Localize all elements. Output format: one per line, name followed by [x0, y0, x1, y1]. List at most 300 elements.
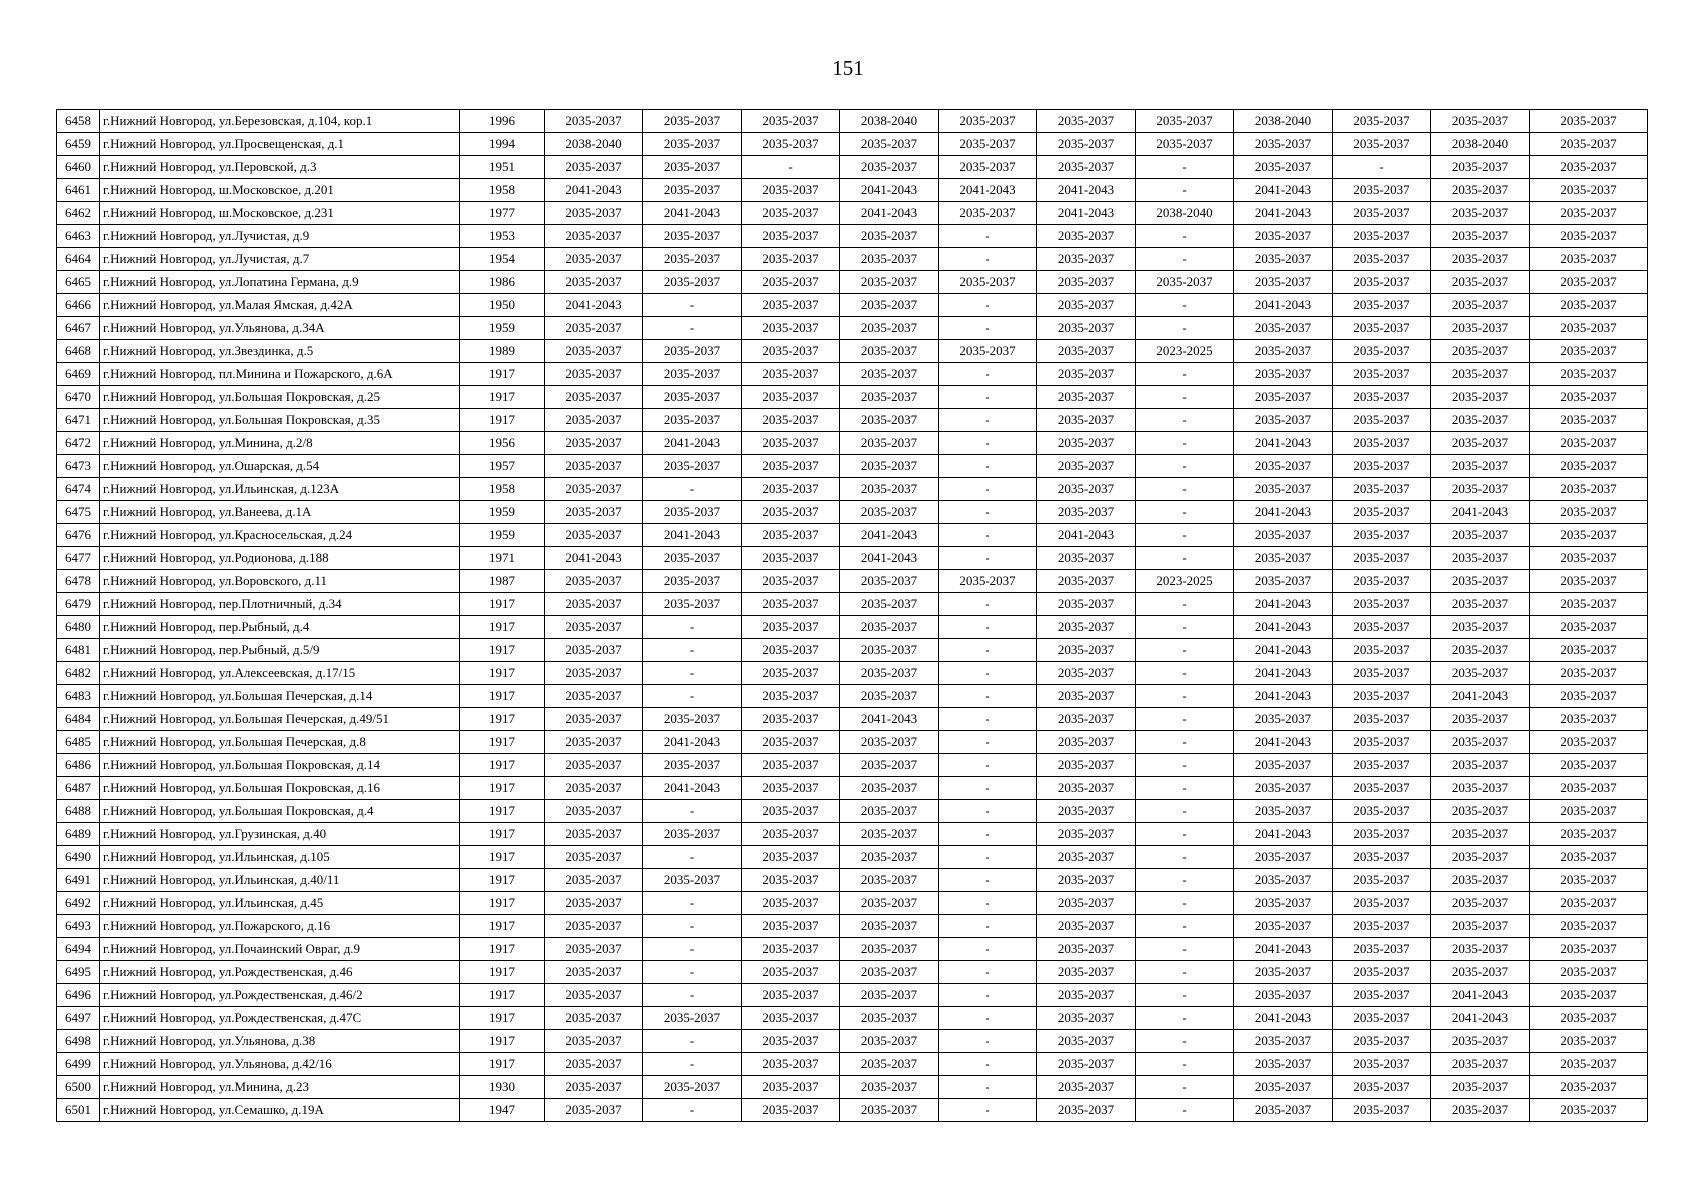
year-range-cell: 2035-2037 — [545, 386, 643, 409]
address-cell: г.Нижний Новгород, ул.Красносельская, д.24 — [100, 524, 460, 547]
build-year-cell: 1996 — [460, 110, 545, 133]
year-range-cell: 2035-2037 — [643, 225, 742, 248]
year-range-cell: 2035-2037 — [840, 892, 939, 915]
year-range-cell: 2035-2037 — [1333, 133, 1431, 156]
year-range-cell: 2035-2037 — [1333, 892, 1431, 915]
year-range-cell: 2035-2037 — [1333, 777, 1431, 800]
year-range-cell: 2035-2037 — [840, 869, 939, 892]
year-range-cell: 2035-2037 — [840, 432, 939, 455]
year-range-cell: 2035-2037 — [1234, 524, 1333, 547]
row-number-cell: 6464 — [57, 248, 100, 271]
year-range-cell: - — [1136, 823, 1234, 846]
build-year-cell: 1917 — [460, 593, 545, 616]
year-range-cell: 2035-2037 — [1234, 547, 1333, 570]
year-range-cell: 2041-2043 — [1431, 685, 1530, 708]
year-range-cell: 2035-2037 — [939, 570, 1037, 593]
table-row — [57, 294, 1648, 317]
year-range-cell: 2035-2037 — [1530, 271, 1648, 294]
year-range-cell: - — [643, 938, 742, 961]
year-range-cell: 2035-2037 — [545, 432, 643, 455]
year-range-cell: - — [1136, 892, 1234, 915]
row-number-cell: 6477 — [57, 547, 100, 570]
year-range-cell: 2035-2037 — [742, 708, 840, 731]
row-number-cell: 6476 — [57, 524, 100, 547]
build-year-cell: 1959 — [460, 501, 545, 524]
address-cell: г.Нижний Новгород, ул.Ильинская, д.45 — [100, 892, 460, 915]
year-range-cell: - — [1136, 1076, 1234, 1099]
year-range-cell: 2035-2037 — [742, 317, 840, 340]
table-row — [57, 800, 1648, 823]
year-range-cell: 2035-2037 — [1530, 386, 1648, 409]
year-range-cell: 2035-2037 — [742, 639, 840, 662]
year-range-cell: 2035-2037 — [1234, 754, 1333, 777]
year-range-cell: 2035-2037 — [840, 616, 939, 639]
year-range-cell: 2035-2037 — [742, 777, 840, 800]
year-range-cell: 2041-2043 — [1037, 202, 1136, 225]
year-range-cell: 2035-2037 — [545, 1053, 643, 1076]
year-range-cell: 2035-2037 — [742, 1007, 840, 1030]
year-range-cell: 2035-2037 — [840, 685, 939, 708]
year-range-cell: 2035-2037 — [1431, 846, 1530, 869]
year-range-cell: 2035-2037 — [1333, 915, 1431, 938]
year-range-cell: 2035-2037 — [1234, 248, 1333, 271]
year-range-cell: 2041-2043 — [1234, 616, 1333, 639]
year-range-cell: 2035-2037 — [1333, 639, 1431, 662]
year-range-cell: 2035-2037 — [1333, 501, 1431, 524]
row-number-cell: 6465 — [57, 271, 100, 294]
year-range-cell: 2035-2037 — [1431, 570, 1530, 593]
year-range-cell: 2035-2037 — [1530, 317, 1648, 340]
year-range-cell: 2035-2037 — [545, 363, 643, 386]
year-range-cell: 2041-2043 — [1234, 294, 1333, 317]
year-range-cell: - — [1136, 846, 1234, 869]
address-cell: г.Нижний Новгород, ул.Лучистая, д.7 — [100, 248, 460, 271]
table-row — [57, 892, 1648, 915]
build-year-cell: 1917 — [460, 363, 545, 386]
year-range-cell: 2035-2037 — [1530, 984, 1648, 1007]
year-range-cell: 2035-2037 — [1037, 938, 1136, 961]
year-range-cell: - — [643, 846, 742, 869]
year-range-cell: 2035-2037 — [1431, 225, 1530, 248]
table-row — [57, 639, 1648, 662]
year-range-cell: 2035-2037 — [1431, 961, 1530, 984]
row-number-cell: 6461 — [57, 179, 100, 202]
build-year-cell: 1977 — [460, 202, 545, 225]
year-range-cell: 2035-2037 — [1333, 248, 1431, 271]
year-range-cell: 2035-2037 — [742, 248, 840, 271]
year-range-cell: 2035-2037 — [840, 294, 939, 317]
year-range-cell: - — [643, 1053, 742, 1076]
year-range-cell: - — [1136, 501, 1234, 524]
table-row — [57, 455, 1648, 478]
year-range-cell: 2035-2037 — [643, 1076, 742, 1099]
row-number-cell: 6472 — [57, 432, 100, 455]
year-range-cell: - — [643, 685, 742, 708]
year-range-cell: - — [939, 639, 1037, 662]
year-range-cell: 2035-2037 — [643, 340, 742, 363]
year-range-cell: 2035-2037 — [1530, 662, 1648, 685]
year-range-cell: 2035-2037 — [1136, 110, 1234, 133]
build-year-cell: 1917 — [460, 915, 545, 938]
page-number: 151 — [832, 56, 864, 80]
year-range-cell: 2035-2037 — [742, 110, 840, 133]
row-number-cell: 6487 — [57, 777, 100, 800]
year-range-cell: - — [1136, 386, 1234, 409]
build-year-cell: 1954 — [460, 248, 545, 271]
year-range-cell: - — [1136, 984, 1234, 1007]
build-year-cell: 1917 — [460, 777, 545, 800]
year-range-cell: 2035-2037 — [1431, 478, 1530, 501]
build-year-cell: 1959 — [460, 317, 545, 340]
year-range-cell: 2035-2037 — [1431, 593, 1530, 616]
year-range-cell: 2035-2037 — [1333, 202, 1431, 225]
address-cell: г.Нижний Новгород, ул.Просвещенская, д.1 — [100, 133, 460, 156]
year-range-cell: 2041-2043 — [1234, 823, 1333, 846]
year-range-cell: - — [643, 800, 742, 823]
year-range-cell: 2035-2037 — [545, 869, 643, 892]
year-range-cell: - — [939, 593, 1037, 616]
address-cell: г.Нижний Новгород, ул.Ульянова, д.38 — [100, 1030, 460, 1053]
year-range-cell: 2035-2037 — [545, 271, 643, 294]
year-range-cell: - — [939, 317, 1037, 340]
year-range-cell: 2041-2043 — [545, 294, 643, 317]
year-range-cell: 2035-2037 — [1530, 639, 1648, 662]
address-cell: г.Нижний Новгород, ул.Большая Печерская, д.49/51 — [100, 708, 460, 731]
table-row — [57, 409, 1648, 432]
year-range-cell: 2035-2037 — [1037, 294, 1136, 317]
year-range-cell: 2035-2037 — [1234, 892, 1333, 915]
year-range-cell: 2035-2037 — [1530, 363, 1648, 386]
year-range-cell: 2035-2037 — [1037, 363, 1136, 386]
year-range-cell: 2035-2037 — [1333, 1076, 1431, 1099]
year-range-cell: 2035-2037 — [1037, 984, 1136, 1007]
build-year-cell: 1956 — [460, 432, 545, 455]
row-number-cell: 6497 — [57, 1007, 100, 1030]
year-range-cell: 2035-2037 — [1431, 892, 1530, 915]
year-range-cell: 2035-2037 — [742, 984, 840, 1007]
year-range-cell: 2035-2037 — [1530, 110, 1648, 133]
year-range-cell: 2035-2037 — [840, 156, 939, 179]
build-year-cell: 1917 — [460, 662, 545, 685]
year-range-cell: 2035-2037 — [742, 225, 840, 248]
year-range-cell: 2035-2037 — [545, 777, 643, 800]
year-range-cell: 2035-2037 — [643, 823, 742, 846]
year-range-cell: 2035-2037 — [742, 1030, 840, 1053]
table-row — [57, 823, 1648, 846]
year-range-cell: 2035-2037 — [1333, 340, 1431, 363]
address-cell: г.Нижний Новгород, ш.Московское, д.201 — [100, 179, 460, 202]
year-range-cell: 2035-2037 — [1037, 432, 1136, 455]
address-cell: г.Нижний Новгород, пер.Рыбный, д.5/9 — [100, 639, 460, 662]
year-range-cell: 2035-2037 — [1037, 823, 1136, 846]
year-range-cell: 2035-2037 — [1530, 754, 1648, 777]
address-cell: г.Нижний Новгород, ул.Большая Печерская, д.8 — [100, 731, 460, 754]
year-range-cell: 2035-2037 — [545, 317, 643, 340]
year-range-cell: 2035-2037 — [840, 225, 939, 248]
year-range-cell: 2035-2037 — [1037, 455, 1136, 478]
year-range-cell: 2035-2037 — [1431, 777, 1530, 800]
year-range-cell: 2035-2037 — [545, 1099, 643, 1122]
table-row — [57, 225, 1648, 248]
year-range-cell: - — [643, 639, 742, 662]
year-range-cell: 2035-2037 — [545, 823, 643, 846]
year-range-cell: 2035-2037 — [643, 409, 742, 432]
year-range-cell: 2035-2037 — [1234, 777, 1333, 800]
year-range-cell: 2035-2037 — [840, 455, 939, 478]
year-range-cell: 2041-2043 — [643, 432, 742, 455]
table-body — [57, 110, 1648, 1122]
year-range-cell: 2035-2037 — [1037, 1076, 1136, 1099]
build-year-cell: 1917 — [460, 754, 545, 777]
year-range-cell: 2041-2043 — [1234, 501, 1333, 524]
year-range-cell: 2035-2037 — [1037, 317, 1136, 340]
year-range-cell: 2035-2037 — [1037, 593, 1136, 616]
year-range-cell: 2035-2037 — [840, 317, 939, 340]
year-range-cell: 2035-2037 — [1333, 984, 1431, 1007]
year-range-cell: 2035-2037 — [1431, 869, 1530, 892]
year-range-cell: 2035-2037 — [643, 133, 742, 156]
year-range-cell: 2035-2037 — [742, 1099, 840, 1122]
year-range-cell: - — [1136, 547, 1234, 570]
year-range-cell: 2035-2037 — [545, 708, 643, 731]
year-range-cell: - — [1136, 317, 1234, 340]
table-row — [57, 202, 1648, 225]
year-range-cell: 2041-2043 — [840, 524, 939, 547]
row-number-cell: 6471 — [57, 409, 100, 432]
year-range-cell: - — [1136, 915, 1234, 938]
year-range-cell: 2035-2037 — [1530, 938, 1648, 961]
year-range-cell: 2041-2043 — [545, 547, 643, 570]
year-range-cell: 2035-2037 — [545, 593, 643, 616]
year-range-cell: 2035-2037 — [742, 754, 840, 777]
year-range-cell: 2035-2037 — [1431, 363, 1530, 386]
year-range-cell: 2035-2037 — [1431, 708, 1530, 731]
table-row — [57, 616, 1648, 639]
year-range-cell: 2041-2043 — [1234, 1007, 1333, 1030]
year-range-cell: - — [1136, 409, 1234, 432]
year-range-cell: - — [643, 294, 742, 317]
year-range-cell: 2035-2037 — [1333, 662, 1431, 685]
year-range-cell: 2035-2037 — [1333, 616, 1431, 639]
year-range-cell: 2035-2037 — [1234, 570, 1333, 593]
year-range-cell: 2035-2037 — [1431, 386, 1530, 409]
year-range-cell: 2035-2037 — [1333, 869, 1431, 892]
build-year-cell: 1917 — [460, 984, 545, 1007]
year-range-cell: 2035-2037 — [1431, 731, 1530, 754]
year-range-cell: 2041-2043 — [840, 179, 939, 202]
address-cell: г.Нижний Новгород, ул.Почаинский Овраг, д.9 — [100, 938, 460, 961]
year-range-cell: 2035-2037 — [1333, 754, 1431, 777]
row-number-cell: 6478 — [57, 570, 100, 593]
year-range-cell: - — [1136, 363, 1234, 386]
year-range-cell: 2035-2037 — [1431, 455, 1530, 478]
year-range-cell: 2035-2037 — [1431, 340, 1530, 363]
year-range-cell: - — [939, 616, 1037, 639]
year-range-cell: 2035-2037 — [840, 915, 939, 938]
table-row — [57, 938, 1648, 961]
year-range-cell: 2035-2037 — [1333, 938, 1431, 961]
table-row — [57, 570, 1648, 593]
address-cell: г.Нижний Новгород, ул.Рождественская, д.46/2 — [100, 984, 460, 1007]
table-row — [57, 1007, 1648, 1030]
year-range-cell: 2035-2037 — [742, 501, 840, 524]
year-range-cell: 2035-2037 — [840, 639, 939, 662]
year-range-cell: 2035-2037 — [1530, 294, 1648, 317]
year-range-cell: - — [1136, 731, 1234, 754]
year-range-cell: 2035-2037 — [545, 1076, 643, 1099]
row-number-cell: 6499 — [57, 1053, 100, 1076]
address-cell: г.Нижний Новгород, ш.Московское, д.231 — [100, 202, 460, 225]
year-range-cell: 2035-2037 — [1333, 1053, 1431, 1076]
year-range-cell: 2035-2037 — [1333, 363, 1431, 386]
year-range-cell: 2041-2043 — [840, 547, 939, 570]
build-year-cell: 1994 — [460, 133, 545, 156]
year-range-cell: 2041-2043 — [1234, 938, 1333, 961]
year-range-cell: 2041-2043 — [643, 202, 742, 225]
year-range-cell: 2035-2037 — [840, 938, 939, 961]
year-range-cell: - — [1136, 639, 1234, 662]
year-range-cell: 2035-2037 — [1234, 478, 1333, 501]
year-range-cell: 2035-2037 — [1037, 1099, 1136, 1122]
year-range-cell: - — [1136, 294, 1234, 317]
year-range-cell: 2035-2037 — [1234, 915, 1333, 938]
row-number-cell: 6458 — [57, 110, 100, 133]
year-range-cell: 2035-2037 — [1530, 455, 1648, 478]
build-year-cell: 1957 — [460, 455, 545, 478]
year-range-cell: - — [939, 294, 1037, 317]
year-range-cell: 2041-2043 — [840, 708, 939, 731]
year-range-cell: 2038-2040 — [1136, 202, 1234, 225]
year-range-cell: 2035-2037 — [1037, 616, 1136, 639]
row-number-cell: 6483 — [57, 685, 100, 708]
row-number-cell: 6494 — [57, 938, 100, 961]
year-range-cell: 2035-2037 — [840, 501, 939, 524]
address-cell: г.Нижний Новгород, ул.Ульянова, д.34А — [100, 317, 460, 340]
year-range-cell: - — [939, 248, 1037, 271]
year-range-cell: - — [1136, 1007, 1234, 1030]
year-range-cell: - — [1136, 754, 1234, 777]
year-range-cell: - — [1136, 662, 1234, 685]
year-range-cell: 2035-2037 — [1234, 846, 1333, 869]
year-range-cell: 2035-2037 — [1234, 133, 1333, 156]
year-range-cell: 2041-2043 — [643, 731, 742, 754]
year-range-cell: 2035-2037 — [742, 938, 840, 961]
year-range-cell: 2035-2037 — [1234, 1076, 1333, 1099]
year-range-cell: - — [643, 662, 742, 685]
year-range-cell: 2035-2037 — [545, 616, 643, 639]
year-range-cell: 2035-2037 — [1530, 1099, 1648, 1122]
year-range-cell: 2035-2037 — [939, 133, 1037, 156]
year-range-cell: 2035-2037 — [643, 869, 742, 892]
year-range-cell: 2035-2037 — [1530, 248, 1648, 271]
year-range-cell: 2035-2037 — [1333, 1007, 1431, 1030]
year-range-cell: 2035-2037 — [1234, 455, 1333, 478]
address-cell: г.Нижний Новгород, ул.Грузинская, д.40 — [100, 823, 460, 846]
row-number-cell: 6470 — [57, 386, 100, 409]
year-range-cell: 2041-2043 — [1234, 731, 1333, 754]
build-year-cell: 1958 — [460, 478, 545, 501]
row-number-cell: 6466 — [57, 294, 100, 317]
year-range-cell: 2035-2037 — [742, 869, 840, 892]
year-range-cell: 2035-2037 — [1037, 662, 1136, 685]
year-range-cell: 2041-2043 — [1431, 984, 1530, 1007]
address-cell: г.Нижний Новгород, ул.Пожарского, д.16 — [100, 915, 460, 938]
year-range-cell: 2035-2037 — [545, 846, 643, 869]
year-range-cell: 2035-2037 — [545, 754, 643, 777]
year-range-cell: 2035-2037 — [1530, 616, 1648, 639]
table-row — [57, 340, 1648, 363]
year-range-cell: - — [939, 363, 1037, 386]
year-range-cell: - — [1136, 593, 1234, 616]
year-range-cell: 2035-2037 — [1234, 363, 1333, 386]
year-range-cell: 2035-2037 — [1234, 984, 1333, 1007]
year-range-cell: - — [1136, 708, 1234, 731]
year-range-cell: 2035-2037 — [1431, 616, 1530, 639]
year-range-cell: 2035-2037 — [1234, 800, 1333, 823]
address-cell: г.Нижний Новгород, ул.Перовской, д.3 — [100, 156, 460, 179]
year-range-cell: 2035-2037 — [545, 961, 643, 984]
year-range-cell: 2035-2037 — [840, 133, 939, 156]
year-range-cell: - — [643, 616, 742, 639]
year-range-cell: 2023-2025 — [1136, 340, 1234, 363]
year-range-cell: 2035-2037 — [545, 892, 643, 915]
year-range-cell: 2035-2037 — [1234, 869, 1333, 892]
address-cell: г.Нижний Новгород, ул.Большая Покровская, д.14 — [100, 754, 460, 777]
year-range-cell: 2035-2037 — [1530, 179, 1648, 202]
address-cell: г.Нижний Новгород, ул.Ильинская, д.40/11 — [100, 869, 460, 892]
table-row — [57, 777, 1648, 800]
year-range-cell: 2035-2037 — [939, 202, 1037, 225]
row-number-cell: 6475 — [57, 501, 100, 524]
table-row — [57, 432, 1648, 455]
year-range-cell: 2035-2037 — [742, 823, 840, 846]
year-range-cell: 2035-2037 — [643, 271, 742, 294]
year-range-cell: 2035-2037 — [1333, 179, 1431, 202]
year-range-cell: 2035-2037 — [643, 501, 742, 524]
table-row — [57, 662, 1648, 685]
year-range-cell: 2041-2043 — [840, 202, 939, 225]
year-range-cell: 2035-2037 — [1037, 754, 1136, 777]
year-range-cell: 2035-2037 — [1431, 248, 1530, 271]
year-range-cell: 2035-2037 — [1037, 869, 1136, 892]
row-number-cell: 6482 — [57, 662, 100, 685]
year-range-cell: - — [643, 478, 742, 501]
row-number-cell: 6462 — [57, 202, 100, 225]
row-number-cell: 6463 — [57, 225, 100, 248]
year-range-cell: 2035-2037 — [742, 271, 840, 294]
year-range-cell: 2041-2043 — [1037, 524, 1136, 547]
year-range-cell: 2035-2037 — [1234, 961, 1333, 984]
year-range-cell: 2035-2037 — [1431, 1099, 1530, 1122]
year-range-cell: 2035-2037 — [1431, 1053, 1530, 1076]
year-range-cell: 2035-2037 — [840, 248, 939, 271]
year-range-cell: 2035-2037 — [1431, 823, 1530, 846]
address-cell: г.Нижний Новгород, ул.Малая Ямская, д.42А — [100, 294, 460, 317]
year-range-cell: 2035-2037 — [545, 984, 643, 1007]
build-year-cell: 1917 — [460, 386, 545, 409]
year-range-cell: 2035-2037 — [840, 961, 939, 984]
year-range-cell: 2035-2037 — [1333, 110, 1431, 133]
year-range-cell: 2035-2037 — [1431, 754, 1530, 777]
year-range-cell: 2035-2037 — [545, 478, 643, 501]
build-year-cell: 1917 — [460, 961, 545, 984]
year-range-cell: 2035-2037 — [1333, 593, 1431, 616]
year-range-cell: 2035-2037 — [742, 202, 840, 225]
address-cell: г.Нижний Новгород, пер.Плотничный, д.34 — [100, 593, 460, 616]
build-year-cell: 1917 — [460, 1030, 545, 1053]
row-number-cell: 6486 — [57, 754, 100, 777]
year-range-cell: 2035-2037 — [840, 409, 939, 432]
